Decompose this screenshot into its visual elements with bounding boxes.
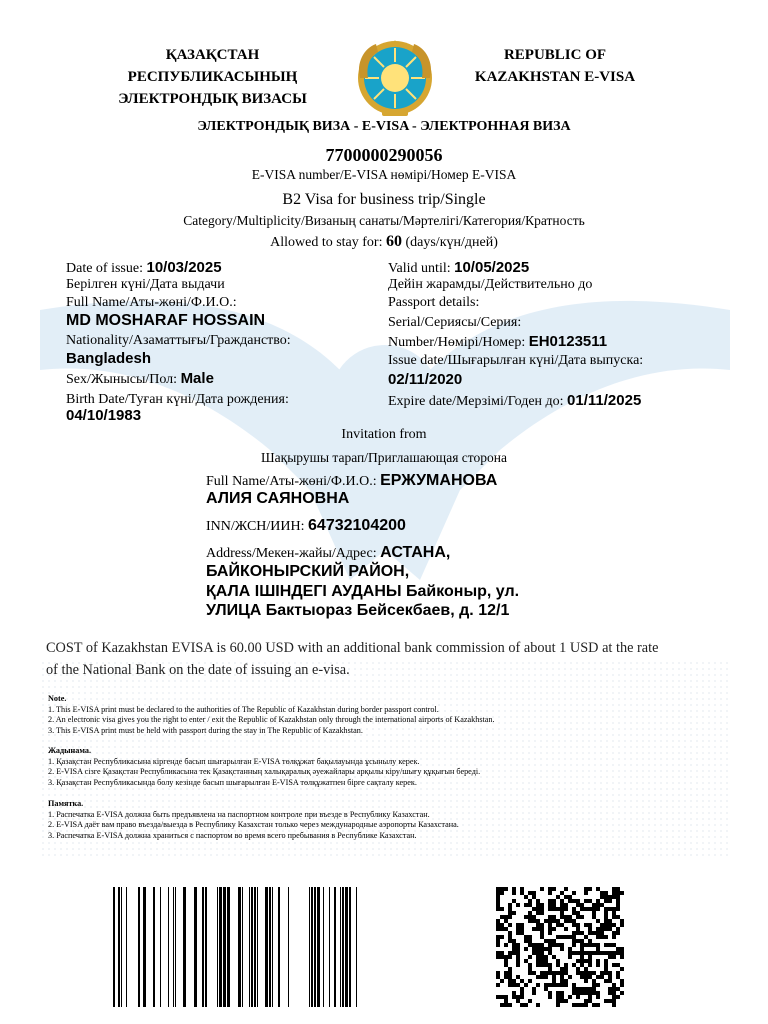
note-ru-item-3: 3. Распечатка E-VISA должна храниться с паспортом во время всего пребывания в Республике Казахстан. (48, 830, 417, 840)
passport-details-label: Passport details: (388, 295, 480, 310)
valid-until-sublabel: Дейін жарамды/Действительно до (388, 277, 593, 292)
header-en-title (455, 44, 655, 88)
header-kz-line-3: ЭЛЕКТРОНДЫҚ ВИЗАСЫ (118, 91, 307, 107)
note-ru-block (48, 799, 459, 841)
note-ru-item-2: 2. E-VISA даёт вам право въезда/выезда в Республику Казахстан только через международные аэропорты Казахстана. (48, 820, 459, 829)
passport-number-row (388, 333, 607, 351)
inviter-address-line-2: БАЙКОНЫРСКИЙ РАЙОН, (206, 563, 410, 580)
inviter-address-row (206, 544, 450, 562)
inviter-address-line-4: УЛИЦА Бактыораз Бейсекбаев, д. 12/1 (206, 602, 510, 619)
invitation-subtitle: Шақырушы тарап/Приглашающая сторона (261, 450, 507, 465)
passport-expire-label: Expire date/Мерзімі/Годен до: (388, 394, 564, 409)
passport-issue-value: 02/11/2020 (388, 371, 463, 388)
passport-expire-row (388, 392, 641, 410)
issue-date-row (66, 259, 222, 277)
issue-date-value: 10/03/2025 (146, 259, 222, 276)
passport-number-label: Number/Нөмірі/Номер: (388, 335, 526, 350)
inviter-address-label: Address/Мекен-жайы/Адрес: (206, 546, 377, 561)
document-subtitle: ЭЛЕКТРОНДЫҚ ВИЗА - E-VISA - ЭЛЕКТРОННАЯ ВИЗА (197, 119, 571, 134)
note-en-block (48, 694, 495, 736)
visa-category: B2 Visa for business trip/Single (282, 191, 486, 208)
header-kz-line-1: ҚАЗАҚСТАН (165, 47, 260, 63)
inviter-inn-row (206, 517, 406, 535)
inviter-name-value-1: ЕРЖУМАНОВА (380, 472, 498, 489)
passport-expire-value: 01/11/2025 (567, 392, 642, 409)
barcode-icon (113, 887, 357, 1007)
issue-date-label: Date of issue: (66, 261, 143, 276)
note-en-item-3: 3. This E-VISA print must be held with passport during the stay in The Republic of Kazakhstan. (48, 725, 363, 735)
header-en-line-2: KAZAKHSTAN E-VISA (474, 69, 636, 85)
note-ru-item-1: 1. Распечатка E-VISA должна быть предъявлена на паспортном контроле при въезде в Республику Казахстан. (48, 809, 430, 819)
birth-date-label: Birth Date/Туған күні/Дата рождения: (66, 392, 289, 407)
header-en-line-1: REPUBLIC OF (503, 47, 607, 63)
stay-label: Allowed to stay for: (270, 235, 383, 250)
visa-category-label: Category/Multiplicity/Визаның санаты/Мәртелігі/Категория/Кратность (183, 213, 585, 228)
holder-name-value: MD MOSHARAF HOSSAIN (66, 312, 266, 329)
inviter-inn-value: 64732104200 (308, 517, 406, 534)
note-en-item-2: 2. An electronic visa gives you the right to enter / exit the Republic of Kazakhstan only through the international airports of Kazakhstan. (48, 715, 495, 724)
issue-date-sublabel: Берілген күні/Дата выдачи (66, 277, 225, 292)
passport-number-value: EH0123511 (528, 333, 608, 350)
note-kz-title: Жадынама. (48, 746, 91, 755)
valid-until-label: Valid until: (388, 261, 451, 276)
inviter-address-line-3: ҚАЛА ІШІНДЕГІ АУДАНЫ Байконыр, ул. (206, 583, 520, 600)
birth-date-value: 04/10/1983 (66, 407, 142, 424)
note-kz-item-3: 3. Қазақстан Республикасында болу кезінде басып шығарылған E-VISA төлқұжатпен бірге сақталу керек. (48, 777, 417, 787)
header-kz-title (100, 44, 325, 110)
passport-issue-label: Issue date/Шығарылған күні/Дата выпуска: (388, 353, 644, 368)
stay-duration (0, 233, 768, 251)
note-kz-block (48, 746, 480, 788)
inviter-name-row (206, 472, 497, 490)
note-ru-title: Памятка. (48, 799, 84, 808)
valid-until-row (388, 259, 529, 277)
sex-row (66, 370, 214, 388)
stay-unit: (days/күн/дней) (405, 235, 498, 250)
sex-label: Sex/Жынысы/Пол: (66, 372, 178, 387)
visa-number: 7700000290056 (325, 145, 443, 165)
valid-until-value: 10/05/2025 (454, 259, 530, 276)
note-kz-item-2: 2. E-VISA сізге Қазақстан Республикасына тек Қазақстанның халықаралық әуежайлары арқылы кіру/шығу құқығын береді. (48, 767, 481, 776)
invitation-title: Invitation from (341, 427, 427, 442)
qr-code-icon (496, 887, 624, 1007)
inviter-inn-label: INN/ЖСН/ИИН: (206, 519, 305, 534)
holder-name-label: Full Name/Аты-жөні/Ф.И.О.: (66, 295, 237, 310)
note-en-item-1: 1. This E-VISA print must be declared to the authorities of The Republic of Kazakhstan during border passport control. (48, 704, 439, 714)
note-kz-item-1: 1. Қазақстан Республикасына кіргенде басып шығарылған E-VISA төлқұжат бақылауында ұсынылу керек. (48, 756, 420, 766)
passport-serial-label: Serial/Сериясы/Серия: (388, 315, 522, 330)
visa-number-label: E-VISA number/E-VISA нөмірі/Номер E-VISA (251, 167, 517, 182)
kazakhstan-state-emblem-icon (354, 38, 436, 118)
note-en-title: Note. (48, 694, 67, 703)
inviter-name-label: Full Name/Аты-жөні/Ф.И.О.: (206, 474, 377, 489)
inviter-address-line-1: АСТАНА, (380, 544, 451, 561)
sex-value: Male (180, 370, 214, 387)
stay-value: 60 (385, 233, 402, 250)
inviter-name-value-2: АЛИЯ САЯНОВНА (206, 490, 350, 507)
cost-line-2: of the National Bank on the date of issuing an e-visa. (46, 662, 350, 678)
nationality-value: Bangladesh (66, 350, 152, 367)
nationality-label: Nationality/Азаматтығы/Гражданство: (66, 333, 291, 348)
cost-line-1: COST of Kazakhstan EVISA is 60.00 USD with an additional bank commission of about 1 USD at the rate (46, 640, 659, 656)
header-kz-line-2: РЕСПУБЛИКАСЫНЫҢ (127, 69, 298, 85)
